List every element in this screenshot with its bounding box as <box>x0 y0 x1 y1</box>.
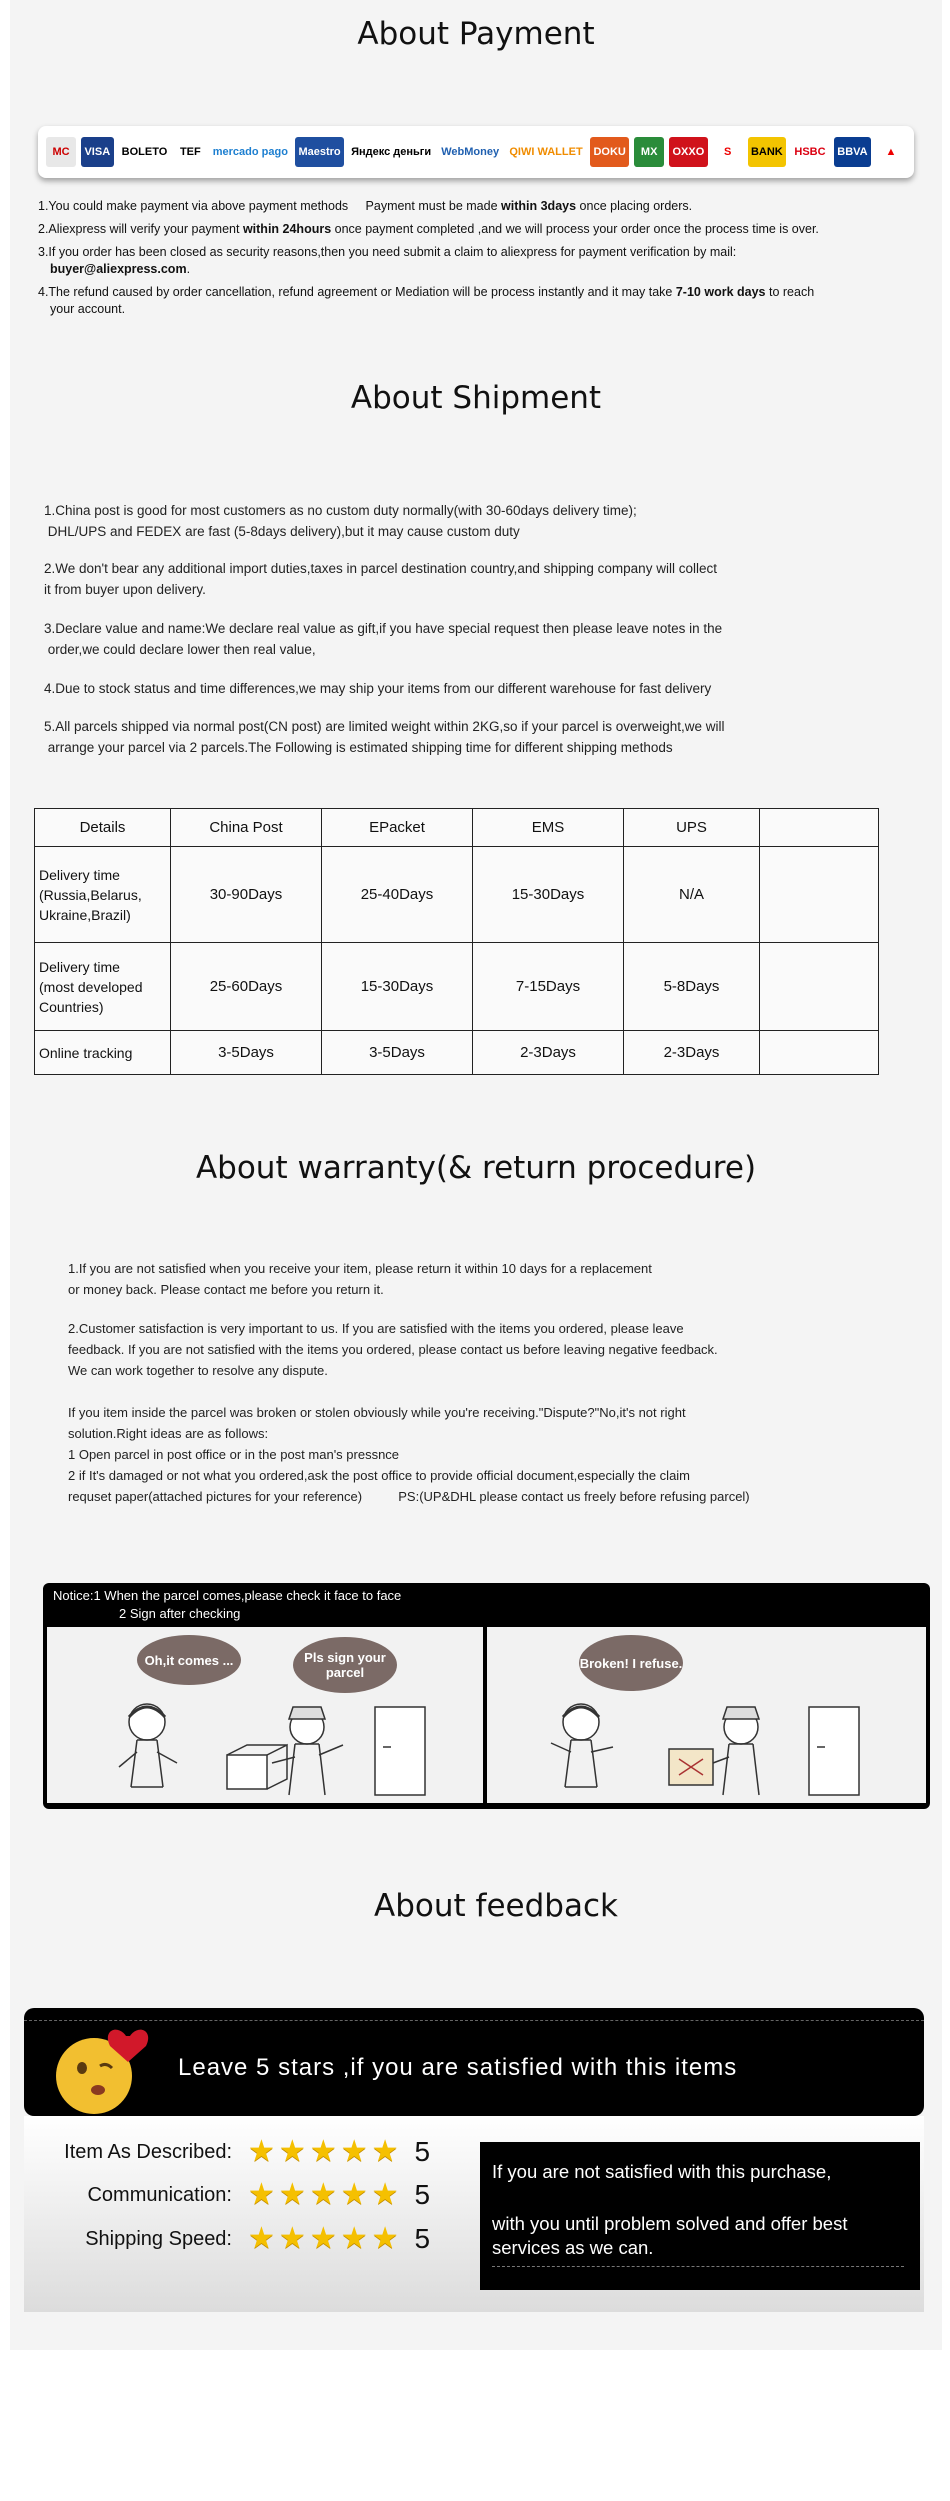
table-cell: 7-15Days <box>473 943 624 1031</box>
cartoon-refuse-parcel-icon <box>541 1697 881 1801</box>
warranty-point-1: 1.If you are not satisfied when you receive your item, please return it within 10 days for a replacement or money back. Please contact me before you return it. <box>68 1261 652 1297</box>
rating-row <box>24 2222 430 2256</box>
payment-section <box>10 0 942 350</box>
shipment-point-5: 5.All parcels shipped via normal post(CN post) are limited weight within 2KG,so if your parcel is overweight,we will arrange your parcel via 2 parcels.The Following is estimated shipping time for different shipping methods <box>44 719 725 755</box>
table-cell: 2-3Days <box>473 1031 624 1075</box>
feedback-banner <box>24 2008 924 2116</box>
hsbc-icon: HSBC <box>791 137 829 167</box>
payment-email: buyer@aliexpress.com <box>50 262 187 276</box>
cartoon-receive-parcel-icon <box>107 1697 447 1801</box>
shipment-point-2: 2.We don't bear any additional import duties,taxes in parcel destination country,and shipping company will collect it from buyer upon delivery. <box>44 561 717 597</box>
tef-icon: TEF <box>175 137 205 167</box>
star-icon: ★ <box>309 2135 337 2168</box>
table-cell: 15-30Days <box>322 943 473 1031</box>
doku-icon: DOKU <box>590 137 629 167</box>
star-icon: ★ <box>248 2135 275 2168</box>
table-row <box>35 943 879 1031</box>
table-cell: 3-5Days <box>171 1031 322 1075</box>
rating-label: Shipping Speed: <box>85 2227 232 2250</box>
table-row-label: Delivery time (most developed Countries) <box>35 943 171 1031</box>
shipment-title: About Shipment <box>350 380 602 416</box>
table-cell: 5-8Days <box>624 943 760 1031</box>
table-cell: N/A <box>624 847 760 943</box>
rating-row <box>24 2135 430 2169</box>
payment-note-3: 3.If you order has been closed as security reasons,then you need submit a claim to aliexpress for payment verification by mail: buyer@aliexpress.com. <box>38 245 737 276</box>
star-icon: ★ <box>340 2222 368 2255</box>
star-icon: ★ <box>278 2135 306 2168</box>
mexico-flag-icon: MX <box>634 137 664 167</box>
boleto-icon: BOLETO <box>119 137 171 167</box>
star-icon: ★ <box>278 2178 306 2211</box>
table-row <box>35 1031 879 1075</box>
notice-panel-accept <box>47 1627 483 1803</box>
warranty-point-2: 2.Customer satisfaction is very important to us. If you are satisfied with the items you ordered, please leave feedback. If you are not satisfied with the items you ordered, please contact us before leaving negative feedback. We can work together to resolve any dispute. <box>68 1321 718 1378</box>
table-header: Details <box>35 809 171 847</box>
payment-notes <box>38 198 938 320</box>
star-icon: ★ <box>371 2222 399 2255</box>
qiwi-wallet-icon: QIWI WALLET <box>507 137 585 167</box>
star-icon: ★ <box>371 2135 399 2168</box>
table-cell: 15-30Days <box>473 847 624 943</box>
contact-text-1: If you are not satisfied with this purchase, <box>492 2161 832 2182</box>
table-row <box>35 847 879 943</box>
mercadopago-icon: mercado pago <box>210 137 290 167</box>
shipment-point-4: 4.Due to stock status and time differences,we may ship your items from our different warehouse for fast delivery <box>44 681 712 696</box>
notice-panel-refuse <box>487 1627 926 1803</box>
bbva-icon: BBVA <box>834 137 871 167</box>
banner-text: Leave 5 stars ,if you are satisfied with this items <box>178 2054 738 2081</box>
star-icon: ★ <box>371 2178 399 2211</box>
bank-icon: BANK <box>748 137 786 167</box>
payment-note-2: 2.Aliexpress will verify your payment within 24hours once payment completed ,and we will process your order once the process time is over. <box>38 222 819 236</box>
warranty-point-3: If you item inside the parcel was broken or stolen obviously while you're receiving."Dispute?"No,it's not right solution.Right ideas are as follows: 1 Open parcel in post office or in the post man's pressnce 2 if It's damaged or not what you ordered,ask the post office to provide official document,especially the claim requset paper(attached pictures for your reference) PS:(UP&DHL please contact us freely before refusing parcel) <box>68 1405 750 1504</box>
shipment-point-1: 1.China post is good for most customers as no custom duty normally(with 30-60days delivery time); DHL/UPS and FEDEX are fast (5-8days delivery),but it may cause custom duty <box>44 503 637 539</box>
banner-divider <box>24 2020 924 2021</box>
rating-label: Communication: <box>87 2183 232 2206</box>
star-icon: ★ <box>340 2178 368 2211</box>
warranty-title: About warranty(& return procedure) <box>195 1150 757 1186</box>
maestro-icon: Maestro <box>295 137 343 167</box>
star-icon: ★ <box>340 2135 368 2168</box>
table-cell <box>760 943 879 1031</box>
webmoney-icon: WebMoney <box>438 137 501 167</box>
speech-bubble: Oh,it comes ... <box>137 1635 241 1685</box>
dissatisfied-contact-box <box>480 2142 920 2290</box>
star-icon: ★ <box>309 2222 337 2255</box>
rating-score: 5 <box>414 2136 431 2167</box>
table-row-label: Online tracking <box>35 1031 171 1075</box>
table-cell: 25-60Days <box>171 943 322 1031</box>
table-row-label: Delivery time (Russia,Belarus, Ukraine,Brazil) <box>35 847 171 943</box>
table-header <box>760 809 879 847</box>
payment-note-1: 1.You could make payment via above payment methods Payment must be made within 3days once placing orders. <box>38 199 693 213</box>
mastercard-icon: MC <box>46 137 76 167</box>
table-cell: 30-90Days <box>171 847 322 943</box>
rating-score: 5 <box>414 2223 431 2254</box>
table-cell <box>760 1031 879 1075</box>
payment-note-4: 4.The refund caused by order cancellation, refund agreement or Mediation will be process instantly and it may take 7-10 work days to reach your account. <box>38 285 815 316</box>
box-divider <box>492 2266 904 2267</box>
rating-score: 5 <box>414 2179 431 2210</box>
feedback-title: About feedback <box>374 1888 618 1924</box>
visa-icon: VISA <box>81 137 114 167</box>
payment-methods-strip <box>38 126 914 178</box>
speech-bubble: Broken! I refuse. <box>579 1635 683 1691</box>
oxxo-icon: OXXO <box>669 137 707 167</box>
table-header-row <box>35 809 879 847</box>
warranty-section <box>10 1120 942 1840</box>
inspection-notice <box>43 1583 930 1809</box>
santander-flame-icon: ▲ <box>876 137 906 167</box>
table-header: EPacket <box>322 809 473 847</box>
table-header: EMS <box>473 809 624 847</box>
table-cell: 2-3Days <box>624 1031 760 1075</box>
table-cell <box>760 847 879 943</box>
contact-text-3: services as we can. <box>492 2237 654 2258</box>
shipment-point-3: 3.Declare value and name:We declare real value as gift,if you have special request then please leave notes in the order,we could declare lower then real value, <box>44 621 723 657</box>
star-icon: ★ <box>248 2222 275 2255</box>
yandex-money-icon: Яндекс деньги <box>349 137 434 167</box>
table-header: China Post <box>171 809 322 847</box>
speech-bubble: Pls sign your parcel <box>293 1637 397 1693</box>
contact-text-2: with you until problem solved and offer best <box>492 2213 848 2234</box>
santander-icon: S <box>713 137 743 167</box>
notice-text: Notice:1 When the parcel comes,please check it face to face 2 Sign after checking <box>53 1588 402 1621</box>
star-icon: ★ <box>309 2178 337 2211</box>
rating-label: Item As Described: <box>64 2140 232 2163</box>
payment-title: About Payment <box>357 16 595 52</box>
table-header: UPS <box>624 809 760 847</box>
star-icon: ★ <box>248 2178 275 2211</box>
star-icon: ★ <box>278 2222 306 2255</box>
table-cell: 25-40Days <box>322 847 473 943</box>
shipment-section <box>10 350 942 1120</box>
rating-row <box>24 2178 430 2212</box>
shipping-time-table <box>34 808 879 1075</box>
table-cell: 3-5Days <box>322 1031 473 1075</box>
feedback-section <box>10 1840 942 2350</box>
